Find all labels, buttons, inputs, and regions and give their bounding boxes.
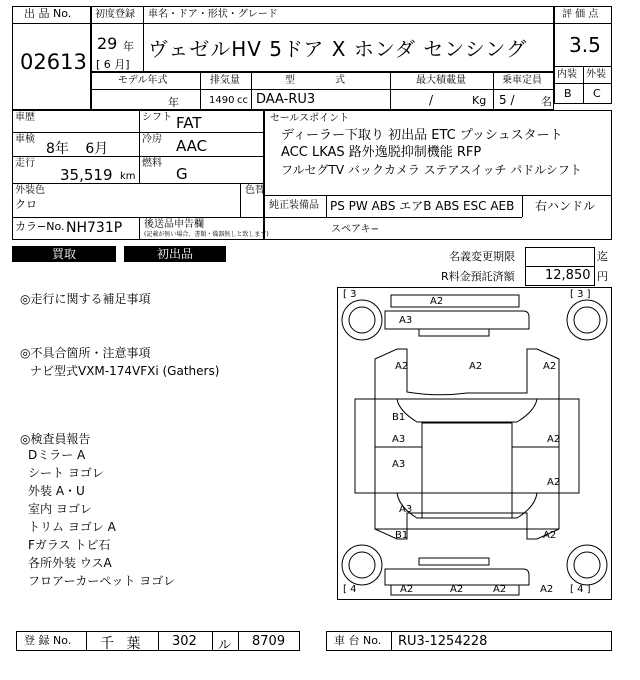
inspection-label: 車検 <box>15 134 35 145</box>
standard-label: 純正装備品 <box>269 200 319 211</box>
name-change-label: 名義変更期限 <box>449 250 515 263</box>
first-listing-badge: 初出品 <box>124 246 226 262</box>
damage-mark: A2 <box>469 361 483 372</box>
eval-score: 3.5 <box>569 33 601 57</box>
ext-color-label: 外装色 <box>15 185 45 196</box>
damage-mark: A3 <box>399 504 413 515</box>
lot-label: 出 品 No. <box>24 7 72 20</box>
sales-line-2: ACC LKAS 路外逸脱抑制機能 RFP <box>281 145 482 160</box>
inspector-item: 外装 A・U <box>28 484 85 498</box>
mileage-label: 走行 <box>15 158 35 169</box>
inspector-item: 室内 ヨゴレ <box>28 502 92 516</box>
damage-mark: A2 <box>493 584 507 595</box>
chassis-label: 車 台 No. <box>334 634 382 647</box>
driving-notes-label: ◎走行に関する補足事項 <box>20 292 151 306</box>
sales-line-1: ディーラー下取り 初出品 ETC プッシュスタート <box>281 128 563 143</box>
buy-badge: 買取 <box>12 246 116 262</box>
car-name-label: 車名・ドア・形状・グレード <box>148 9 278 20</box>
ac-value: AAC <box>176 137 208 155</box>
reg-number: 8709 <box>252 634 286 649</box>
inspector-item: 各所外装 ウスA <box>28 556 112 570</box>
recycle-label: R料金預託済額 <box>441 270 515 283</box>
damage-mark: A2 <box>400 584 414 595</box>
capacity-label: 乗車定員 <box>502 75 542 86</box>
recycle-unit: 円 <box>597 270 608 283</box>
displacement-label: 排気量 <box>210 75 240 86</box>
year-unit: 年 <box>123 40 134 53</box>
inspector-item: Dミラー A <box>28 448 86 462</box>
inspector-item: Fガラス トビ石 <box>28 538 111 552</box>
max-load: / <box>429 93 434 107</box>
ext-color-value: クロ <box>15 198 37 211</box>
interior-grade: B <box>564 87 572 100</box>
reg-region: 千 葉 <box>100 636 141 652</box>
standard-equipment: PS PW ABS エアB ABS ESC AEB <box>330 199 515 213</box>
damage-mark: A2 <box>430 296 444 307</box>
reg-label: 登 録 No. <box>24 634 72 647</box>
exterior-label: 外装 <box>586 69 606 80</box>
damage-mark: A3 <box>399 315 413 326</box>
damage-mark: A3 <box>392 434 406 445</box>
first-reg-month: [ 6 月] <box>96 58 130 71</box>
color-no-value: NH731P <box>66 220 123 236</box>
tire-front-left: [ 3 <box>343 289 357 300</box>
car-damage-diagram <box>337 287 612 600</box>
reg-kana: ル <box>218 638 232 653</box>
damage-mark: A2 <box>543 361 557 372</box>
shift-label: シフト <box>142 112 172 123</box>
first-reg-year: 29 <box>97 34 118 53</box>
damage-mark: B1 <box>392 412 406 423</box>
defect-value: ナビ型式VXM-174VFXi (Gathers) <box>30 364 220 378</box>
displacement-unit: cc <box>237 95 248 106</box>
displacement: 1490 <box>209 95 235 106</box>
shift-value: FAT <box>176 114 202 132</box>
color-no-label: カラ−No. <box>15 220 65 233</box>
damage-mark: A2 <box>395 361 409 372</box>
inspector-item: トリム ヨゴレ A <box>28 520 116 534</box>
tire-rear-right: [ 4 ] <box>570 584 591 595</box>
first-reg-label: 初度登録 <box>95 9 135 20</box>
handle-position: 右ハンドル <box>535 199 596 213</box>
mileage-unit: km <box>120 171 136 182</box>
damage-mark: A2 <box>547 434 561 445</box>
capacity-unit: 名 <box>541 95 552 108</box>
sales-line-3: フルセグTV バックカメラ ステアスイッチ パドルシフト <box>281 163 582 177</box>
damage-mark: A2 <box>547 477 561 488</box>
inspector-label: ◎検査員報告 <box>20 432 91 446</box>
name-change-box <box>525 247 595 267</box>
fuel-label: 燃料 <box>142 158 162 169</box>
capacity: 5 / <box>499 93 515 107</box>
damage-mark: A2 <box>450 584 464 595</box>
reg-class: 302 <box>172 634 197 649</box>
model-year-label: モデル年式 <box>118 75 168 86</box>
car-name: ヴェゼルHV 5ドア X ホンダ センシング <box>148 37 527 61</box>
history-label: 車歴 <box>15 112 35 123</box>
type-value: DAA-RU3 <box>256 92 316 107</box>
aftermarket-value: スペアキ− <box>331 224 379 235</box>
aftermarket-label: 後送品申告欄 <box>144 219 204 230</box>
damage-mark: A2 <box>543 530 557 541</box>
sales-label: セールスポイント <box>270 113 350 124</box>
damage-mark: B1 <box>395 530 409 541</box>
defect-label: ◎不具合箇所・注意事項 <box>20 346 151 360</box>
recycle-value: 12,850 <box>545 268 591 283</box>
max-load-unit: Kg <box>472 94 487 107</box>
ac-label: 冷房 <box>142 134 162 145</box>
tire-rear-left: [ 4 <box>343 584 357 595</box>
inspector-item: シート ヨゴレ <box>28 466 104 480</box>
interior-label: 内装 <box>557 69 577 80</box>
color-change-label: 色替 <box>245 185 265 196</box>
model-year-unit: 年 <box>168 96 179 109</box>
eval-label: 評 価 点 <box>562 9 599 20</box>
damage-mark: A2 <box>540 584 554 595</box>
type-label: 型 式 <box>285 75 345 86</box>
damage-mark: A3 <box>392 459 406 470</box>
chassis-number: RU3-1254228 <box>398 634 488 649</box>
mileage-value: 35,519 <box>60 166 113 184</box>
inspection-value: 8年 6月 <box>46 141 109 157</box>
lot-number: 02613 <box>20 50 87 74</box>
aftermarket-note: (記載が無い場合、書類・備器無しと致します) <box>144 231 269 238</box>
inspector-item: フロアーカーペット ヨゴレ <box>28 574 176 588</box>
tire-front-right: [ 3 ] <box>570 289 591 300</box>
max-load-label: 最大積載量 <box>416 75 466 86</box>
fuel-value: G <box>176 165 188 183</box>
exterior-grade: C <box>593 87 601 100</box>
name-change-unit: 迄 <box>597 250 608 263</box>
